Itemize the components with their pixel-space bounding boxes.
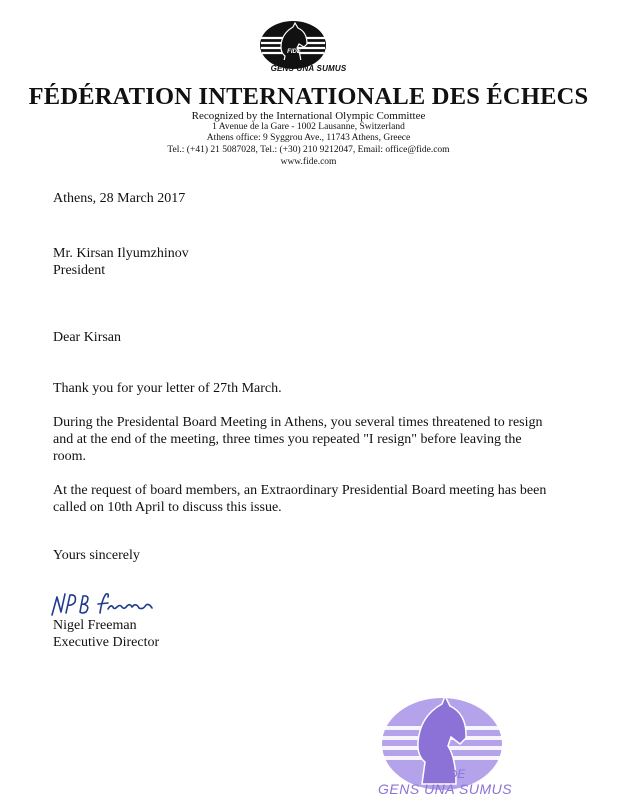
recipient-block	[53, 245, 553, 279]
address-line: 1 Avenue de la Gare - 1002 Lausanne, Switzerland	[212, 122, 405, 132]
recipient-name: Mr. Kirsan Ilyumzhinov	[53, 246, 189, 261]
stamp-motto: GENS UNA SUMUS	[378, 781, 513, 797]
handwritten-signature	[48, 585, 158, 621]
recipient-title: President	[53, 263, 106, 278]
athens-office-line: Athens office: 9 Syggrou Ave., 11743 Athens, Greece	[206, 133, 411, 143]
logo-fide-label: FIDE	[287, 49, 301, 55]
salutation: Dear Kirsan	[53, 330, 122, 345]
closing: Yours sincerely	[53, 548, 140, 563]
recognition-line: Recognized by the International Olympic Committee	[191, 110, 426, 122]
paragraph-3: At the request of board members, an Extraordinary Presidential Board meeting has been called on 10th April to discuss this issue.	[53, 483, 547, 515]
organization-title: FÉDÉRATION INTERNATIONALE DES ÉCHECS	[28, 83, 589, 110]
website-line: www.fide.com	[280, 157, 337, 167]
contact-line: Tel.: (+41) 21 5087028, Tel.: (+30) 210 9212047, Email: office@fide.com	[167, 145, 450, 155]
signer-block	[53, 617, 553, 651]
paragraph-1: Thank you for your letter of 27th March.	[53, 381, 282, 396]
paragraph-2: During the Presidental Board Meeting in Athens, you several times threatened to resign and at the end of the meeting, three times you repeated "I resign" before leaving the room.	[53, 415, 543, 464]
signer-name: Nigel Freeman	[53, 618, 137, 633]
signer-title: Executive Director	[53, 635, 160, 650]
stamp-fide-label: FIDE	[438, 767, 466, 781]
letterhead-motto: GENS UNA SUMUS	[270, 64, 347, 73]
letter-date: Athens, 28 March 2017	[53, 191, 186, 206]
